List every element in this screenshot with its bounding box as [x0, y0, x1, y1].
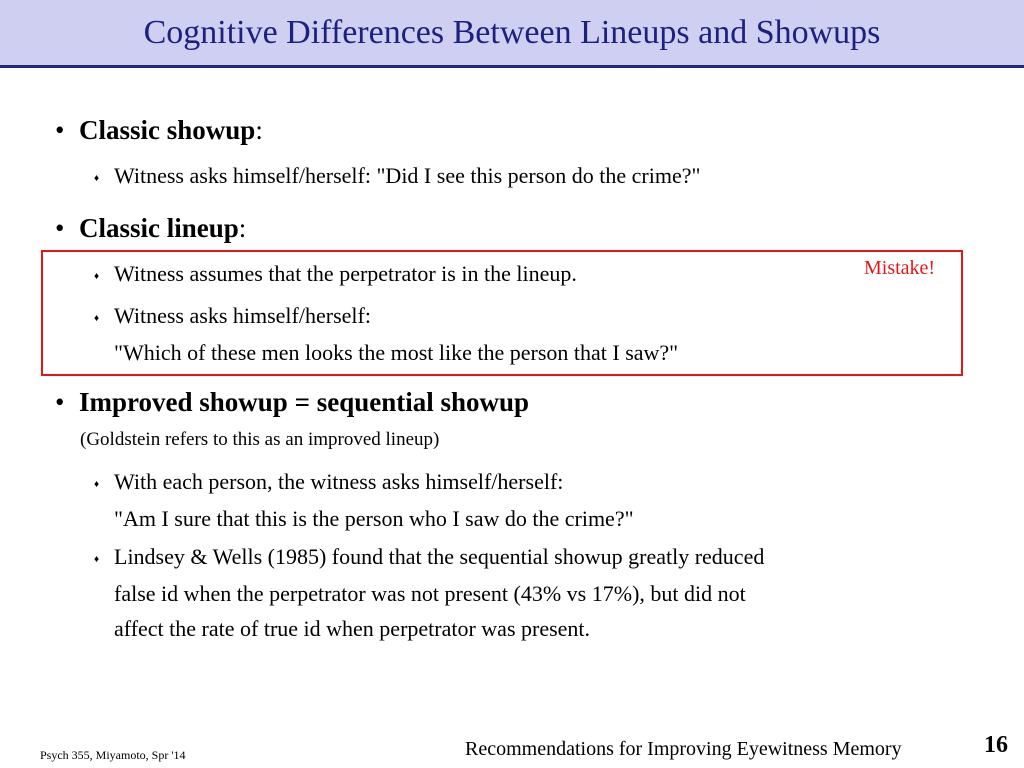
sub-bullet-continuation: affect the rate of true id when perpetrator was present.: [114, 616, 591, 642]
page-number: 16: [984, 732, 1008, 758]
bullet-label: Classic lineup: [79, 213, 239, 243]
diamond-bullet-icon: ♦: [94, 271, 100, 283]
bullet-dot: •: [55, 115, 65, 145]
bullet-classic-showup: [55, 114, 263, 146]
sub-bullet-continuation: "Which of these men looks the most like the person that I saw?": [114, 340, 679, 366]
bullet-dot: •: [55, 387, 65, 417]
sub-bullet-continuation: false id when the perpetrator was not present (43% vs 17%), but did not: [114, 581, 746, 607]
sub-bullet-text: With each person, the witness asks himself/herself:: [114, 469, 564, 494]
footer-course-info: Psych 355, Miyamoto, Spr '14: [40, 748, 186, 762]
sub-bullet-text: Lindsey & Wells (1985) found that the sequential showup greatly reduced: [114, 544, 765, 569]
footer-lecture-title: Recommendations for Improving Eyewitness Memory: [465, 738, 902, 760]
bullet-colon: :: [255, 115, 263, 145]
sub-bullet-sequential-question: [94, 464, 634, 536]
bullet-improved-showup: [55, 386, 529, 418]
mistake-annotation: Mistake!: [864, 257, 936, 279]
sub-bullet-lineup-assumption: [94, 256, 577, 293]
diamond-bullet-icon: ♦: [94, 554, 100, 566]
sub-bullet-lineup-question: [94, 298, 678, 370]
bullet-label: Classic showup: [79, 115, 256, 145]
diamond-bullet-icon: ♦: [94, 313, 100, 325]
sub-bullet-text: Witness assumes that the perpetrator is in the lineup.: [114, 261, 577, 286]
sub-bullet-continuation: "Am I sure that this is the person who I saw do the crime?": [114, 506, 634, 532]
sub-bullet-showup-question: [94, 158, 701, 195]
bullet-colon: :: [238, 213, 247, 243]
goldstein-note: (Goldstein refers to this as an improved lineup): [80, 429, 440, 450]
bullet-classic-lineup: [55, 212, 246, 244]
diamond-bullet-icon: ♦: [94, 479, 100, 491]
bullet-label: Improved showup = sequential showup: [79, 387, 530, 417]
bullet-dot: •: [55, 213, 65, 243]
diamond-bullet-icon: ♦: [94, 173, 100, 185]
sub-bullet-text: Witness asks himself/herself: "Did I see this person do the crime?": [114, 163, 701, 188]
sub-bullet-lindsey-wells: [94, 539, 764, 646]
slide-title: Cognitive Differences Between Lineups and Showups: [143, 14, 881, 51]
sub-bullet-text: Witness asks himself/herself:: [114, 303, 371, 328]
